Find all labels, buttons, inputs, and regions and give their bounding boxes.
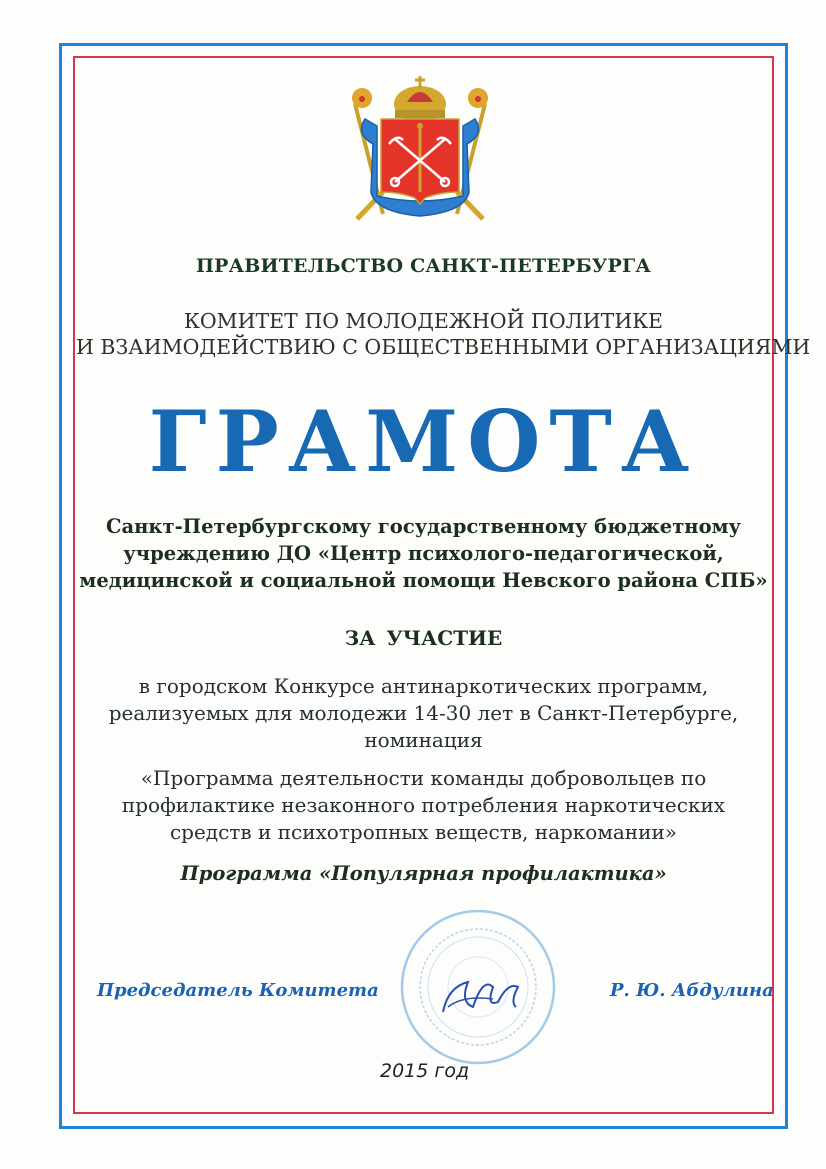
committee-line-1: КОМИТЕТ ПО МОЛОДЕЖНОЙ ПОЛИТИКЕ (183, 309, 664, 333)
recipient-line-2: учреждению ДО «Центр психолого-педагогической, (123, 542, 724, 565)
official-seal-icon (398, 907, 558, 1067)
saint-petersburg-coat-of-arms-icon (345, 74, 495, 226)
body-line-2: реализуемых для молодежи 14-30 лет в Санкт-Петербурге, (108, 701, 739, 725)
signatory-role: Председатель Комитета (97, 980, 379, 1001)
signatory-name: Р. Ю. Абдулина (610, 980, 774, 1001)
body-line-3: номинация (364, 728, 483, 752)
body-line-6: средств и психотропных веществ, наркомании» (169, 820, 678, 844)
recipient-line-3: медицинской и социальной помощи Невского района СПБ» (79, 569, 768, 592)
program-name: Программа «Популярная профилактика» (180, 862, 667, 885)
government-heading: ПРАВИТЕЛЬСТВО САНКТ-ПЕТЕРБУРГА (195, 255, 652, 277)
committee-line-2: И ВЗАИМОДЕЙСТВИЮ С ОБЩЕСТВЕННЫМИ ОРГАНИЗАЦИЯМИ (76, 335, 811, 359)
body-line-1: в городском Конкурсе антинаркотических программ, (138, 674, 709, 698)
body-line-5: профилактике незаконного потребления наркотических (121, 793, 726, 817)
body-line-4: «Программа деятельности команды добровольцев по (140, 766, 707, 790)
issue-year: 2015 год (380, 1060, 470, 1082)
certificate-title: ГРАМОТА (148, 392, 699, 491)
recipient-line-1: Санкт-Петербургскому государственному бюджетному (105, 515, 741, 538)
reason-heading: ЗА УЧАСТИЕ (344, 626, 503, 650)
